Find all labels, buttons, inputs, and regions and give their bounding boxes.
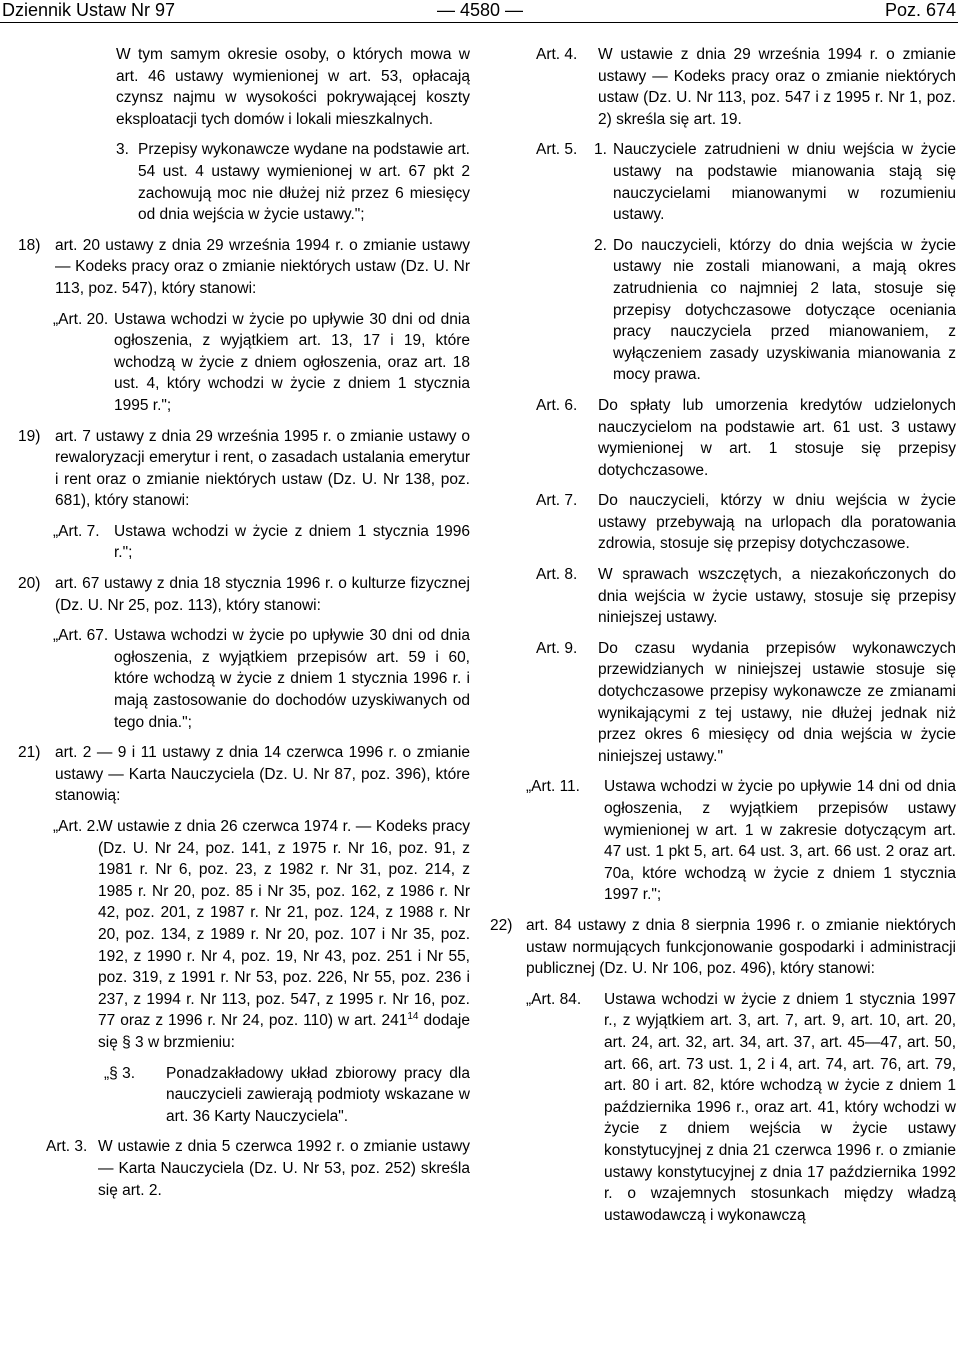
article-text: Ustawa wchodzi w życie z dniem 1 stycznia 1996 r."; bbox=[114, 522, 470, 562]
list-item-number: 22) bbox=[490, 916, 513, 934]
article-text: Ustawa wchodzi w życie po upływie 30 dni od dnia ogłoszenia, z wyjątkiem przepisów art. 59 i 60, które wchodzą w życie z dniem 1 stycznia 1996 r. i mają zastosowanie do dochodów uzyskiwanych od tego dnia."; bbox=[114, 627, 470, 731]
article-label: Art. 5. bbox=[536, 141, 578, 159]
list-item-number: 20) bbox=[18, 575, 41, 593]
article-label: Art. 4. bbox=[536, 46, 578, 63]
quoted-article bbox=[18, 521, 470, 564]
article-label: Art. 3. bbox=[46, 1138, 88, 1156]
quoted-section bbox=[18, 1063, 470, 1128]
paragraph-text: Do nauczycieli, którzy do dnia wejścia w życie ustawy nie zostali mianowani, a mają okres zatrudnienia co najmniej 2 lata, stosuje się przepisy dotychczasowe dotyczące oceniania pracy nauczyciela przed mianowaniem, z wyłączeniem zasady uzyskiwania mianowania z mocy prawa. bbox=[613, 236, 956, 384]
page-number: — 4580 — bbox=[436, 0, 524, 20]
quoted-article bbox=[18, 816, 470, 1054]
article-text: Ustawa wchodzi w życie z dniem 1 stycznia 1997 r., z wyjątkiem art. 3, art. 7, art. 9, art. 10, art. 20, art. 24, art. 32, art. 34, art. 37, art. 45—47, art. 50, art. 66, art. 73 ust. 1, 2 i 4, art. 74, art. 76, art. 79, art. 80 i art. 82, które wchodzą w życie z dniem 1 października 1996 r., oraz art. 41, który wchodzi w życie z dniem wejścia w życie ustawy konstytucyjnej z dnia 21 czerwca 1996 r. o zmianie ustawy konstytucyjnej z dnia 17 października 1992 r. o wzajemnych stosunkach między władzą ustawodawczą i wykonawczą bbox=[604, 990, 956, 1224]
paragraph-number: 1. bbox=[594, 141, 607, 159]
article-label: „Art. 2. bbox=[53, 818, 100, 835]
quoted-article bbox=[18, 1136, 470, 1201]
list-item-text: art. 20 ustawy z dnia 29 września 1994 r. o zmianie ustawy — Kodeks pracy oraz o zmianie niektórych ustaw (Dz. U. Nr 113, poz. 547), który stanowi: bbox=[55, 236, 470, 297]
article-text: Do nauczycieli, którzy w dniu wejścia w życie ustawy przebywają na urlopach dla poratowania zdrowia, stosuje się przepisy dotychczasowe. bbox=[598, 492, 956, 553]
article bbox=[490, 44, 956, 130]
article-label: „Art. 7. bbox=[53, 522, 100, 540]
article-label: Art. 9. bbox=[536, 639, 578, 657]
footnote-superscript: 14 bbox=[407, 1011, 419, 1023]
article-text: W ustawie z dnia 5 czerwca 1992 r. o zmianie ustawy — Karta Nauczyciela (Dz. U. Nr 53, poz. 252) skreśla się art. 2. bbox=[98, 1138, 470, 1199]
list-item-text: art. 84 ustawy z dnia 8 sierpnia 1996 r. o zmianie niektórych ustaw normujących funkcjonowanie gospodarki i administracji publicznej (Dz. U. Nr 106, poz. 496), który stanowi: bbox=[526, 916, 956, 978]
article-label: Art. 7. bbox=[536, 492, 578, 510]
article-label: Art. 8. bbox=[536, 566, 578, 584]
list-item-text: art. 7 ustawy z dnia 29 września 1995 r. o zmianie ustawy o rewaloryzacji emerytur i rent, o zasadach ustalania emerytur i rent oraz o zmianie niektórych ustaw (Dz. U. Nr 138, poz. 681), który stanowi: bbox=[55, 427, 470, 510]
paragraph-number: 3. bbox=[116, 141, 129, 159]
article bbox=[490, 395, 956, 481]
list-item-number: 18) bbox=[18, 236, 41, 254]
list-item-number: 21) bbox=[18, 744, 41, 762]
section-text: Ponadzakładowy układ zbiorowy pracy dla nauczycieli zawierają podmioty wskazane w art. 36 Karty Nauczyciela". bbox=[166, 1064, 470, 1125]
article-text-main: W ustawie z dnia 26 czerwca 1974 r. — Kodeks pracy (Dz. U. Nr 24, poz. 141, z 1975 r. Nr 16, poz. 91, z 1981 r. Nr 6, poz. 23, z 1982 r. Nr 31, poz. 214, z 1985 r. Nr 20, poz. 85 i Nr 35, poz. 162, z 1986 r. Nr 42, poz. 201, z 1987 r. Nr 21, poz. 124, z 1988 r. Nr 20, poz. 134, z 1989 r. Nr 20, poz. 107 i Nr 35, poz. 192, z 1990 r. Nr 4, poz. 19, Nr 43, poz. 251 i Nr 55, poz. 319, z 1991 r. Nr 53, poz. 226, Nr 55, poz. 236 i 237, z 1994 r. Nr 113, poz. 547, z 1995 r. Nr 16, poz. 77 oraz z 1996 r. Nr 24, poz. 110) w art. 241 bbox=[98, 818, 470, 1030]
section-label: „§ 3. bbox=[104, 1064, 136, 1082]
list-item-text: art. 2 — 9 i 11 ustawy z dnia 14 czerwca 1996 r. o zmianie ustawy — Karta Nauczyciela (Dz. U. Nr 87, poz. 396), które stanowią: bbox=[55, 744, 470, 805]
paragraph-text: Przepisy wykonawcze wydane na podstawie art. 54 ust. 4 ustawy wymienionej w art. 67 pkt 2 zachowują moc nie dłużej niż przez 6 miesięcy od dnia wejścia w życie ustawy."; bbox=[138, 141, 470, 224]
paragraph-number: 2. bbox=[594, 236, 607, 254]
article-text: Do czasu wydania przepisów wykonawczych przewidzianych w niniejszej ustawie stosuje się dotychczasowe przepisy wykonawcze ze zmianami wynikającymi z tej ustawy, nie dłużej jednak niż przez okres 6 miesięcy od dnia wejścia w życie niniejszej ustawy." bbox=[598, 639, 956, 765]
article bbox=[490, 638, 956, 768]
list-item bbox=[18, 573, 470, 616]
quoted-article bbox=[490, 776, 956, 906]
article-text: W sprawach wszczętych, a niezakończonych do dnia wejścia w życie ustawy, stosuje się przepisy niniejszej ustawy. bbox=[598, 566, 956, 627]
page-header bbox=[0, 0, 958, 23]
article-text bbox=[98, 816, 470, 1054]
article-paragraph bbox=[490, 139, 956, 225]
right-column bbox=[490, 44, 956, 1226]
article-label: „Art. 20. bbox=[53, 310, 109, 328]
journal-title: Dziennik Ustaw Nr 97 bbox=[2, 0, 176, 20]
list-item bbox=[490, 915, 956, 980]
list-item bbox=[18, 235, 470, 300]
article-paragraph bbox=[490, 235, 956, 386]
paragraph: W tym samym okresie osoby, o których mowa w art. 46 ustawy wymienionej w art. 53, opłacają czynsz najmu w wysokości pokrywającej koszty eksploatacji tych domów i lokali mieszkalnych. bbox=[116, 46, 470, 128]
list-item-number: 19) bbox=[18, 427, 41, 445]
article-text: Ustawa wchodzi w życie po upływie 14 dni od dnia ogłoszenia, z wyjątkiem przepisów ustawy wymienionej w art. 1 w zakresie dotyczącym art. 47 ust. 1 pkt 5, art. 64 ust. 3, art. 66 ust. 2 oraz art. 70a, które wchodzą w życie z dniem 1 stycznia 1997 r."; bbox=[604, 778, 956, 904]
article-text: W ustawie z dnia 29 września 1994 r. o zmianie ustawy — Kodeks pracy oraz o zmianie niektórych ustaw (Dz. U. Nr 113, poz. 547 i z 1995 r. Nr 1, poz. 2) skreśla się art. 19. bbox=[598, 46, 956, 128]
article bbox=[490, 564, 956, 629]
quoted-article bbox=[18, 309, 470, 417]
numbered-paragraph bbox=[18, 139, 470, 225]
article-text: Do spłaty lub umorzenia kredytów udzielonych nauczycielom na podstawie art. 61 ust. 3 ustawy wymienionej w art. 1 stosuje się przepisy dotychczasowe. bbox=[598, 396, 956, 479]
article-label: „Art. 84. bbox=[526, 990, 582, 1008]
article-label: „Art. 11. bbox=[526, 778, 580, 796]
paragraph-text: Nauczyciele zatrudnieni w dniu wejścia w życie ustawy na podstawie mianowania stają się nauczycielami mianowanymi w rozumieniu ustawy. bbox=[613, 141, 956, 224]
article-text: Ustawa wchodzi w życie po upływie 30 dni od dnia ogłoszenia, z wyjątkiem art. 13, 17 i 19, które wchodzą w życie z dniem ogłoszenia, oraz art. 18 ust. 4, który wchodzi w życie z dniem 1 stycznia 1995 r."; bbox=[114, 310, 470, 414]
left-column bbox=[18, 44, 470, 1201]
position-number: Poz. 674 bbox=[884, 0, 956, 20]
list-item bbox=[18, 426, 470, 512]
list-item bbox=[18, 742, 470, 807]
article-text-end: dodaje się § 3 w brzmieniu: bbox=[98, 1012, 470, 1051]
quoted-article bbox=[490, 989, 956, 1227]
list-item-text: art. 67 ustawy z dnia 18 stycznia 1996 r. o kulturze fizycznej (Dz. U. Nr 25, poz. 113), który stanowi: bbox=[55, 575, 470, 614]
article-label: Art. 6. bbox=[536, 396, 578, 414]
quoted-article bbox=[18, 625, 470, 733]
article bbox=[490, 490, 956, 555]
article-label: „Art. 67. bbox=[53, 627, 109, 645]
